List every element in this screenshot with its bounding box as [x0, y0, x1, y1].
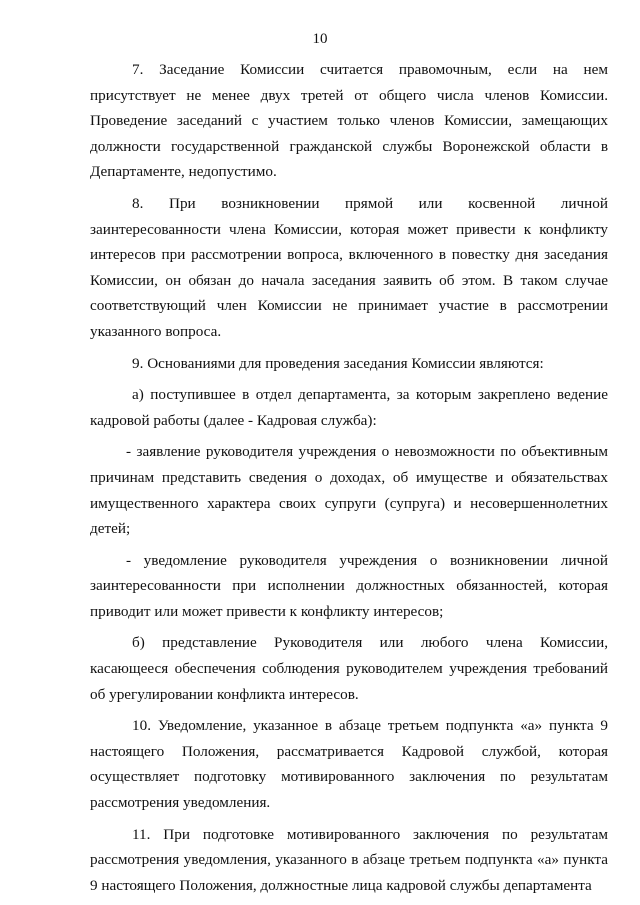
page-number: 10	[312, 31, 328, 47]
paragraph-8-conflict-of-interest: 8. При возникновении прямой или косвенной личной заинтересованности члена Комиссии, которая может привести к конфликту интересов при рассмотрении вопроса, включенного в повестку дня заседания Комиссии, он обязан до начала заседания заявить об этом. В таком случае соответствующий член Комиссии не принимает участие в рассмотрении указанного вопроса.	[90, 194, 608, 340]
paragraph-9b-submission: б) представление Руководителя или любого члена Комиссии, касающееся обеспечения соблюдения руководителем учреждения требований об урегулировании конфликта интересов.	[90, 634, 608, 703]
paragraph-10-notification-review: 10. Уведомление, указанное в абзаце третьем подпункта «а» пункта 9 настоящего Положения, рассматривается Кадровой службой, которая осуществляет подготовку мотивированного заключения по результатам рассмотрения уведомления.	[90, 717, 608, 812]
paragraph-9a-personnel-service: а) поступившее в отдел департамента, за которым закреплено ведение кадровой работы (далее - Кадровая служба):	[90, 386, 608, 429]
document-body	[90, 57, 608, 898]
paragraph-9a-statement-item: - заявление руководителя учреждения о невозможности по объективным причинам представить сведения о доходах, об имуществе и обязательствах имущественного характера своих супруги (супруга) и несовершеннолетних детей;	[90, 443, 608, 538]
paragraph-9-grounds-heading: 9. Основаниями для проведения заседания Комиссии являются:	[132, 354, 544, 372]
paragraph-11-reasoned-conclusion: 11. При подготовке мотивированного заключения по результатам рассмотрения уведомления, указанного в абзаце третьем подпункта «а» пункта 9 настоящего Положения, должностные лица кадровой службы департамента	[90, 825, 608, 894]
paragraph-9a-notification-item: - уведомление руководителя учреждения о возникновении личной заинтересованности при исполнении должностных обязанностей, которая приводит или может привести к конфликту интересов;	[90, 551, 608, 620]
paragraph-7-quorum: 7. Заседание Комиссии считается правомочным, если на нем присутствует не менее двух третей от общего числа членов Комиссии. Проведение заседаний с участием только членов Комиссии, замещающих должности государственной гражданской службы Воронежской области в Департаменте, недопустимо.	[90, 61, 608, 181]
